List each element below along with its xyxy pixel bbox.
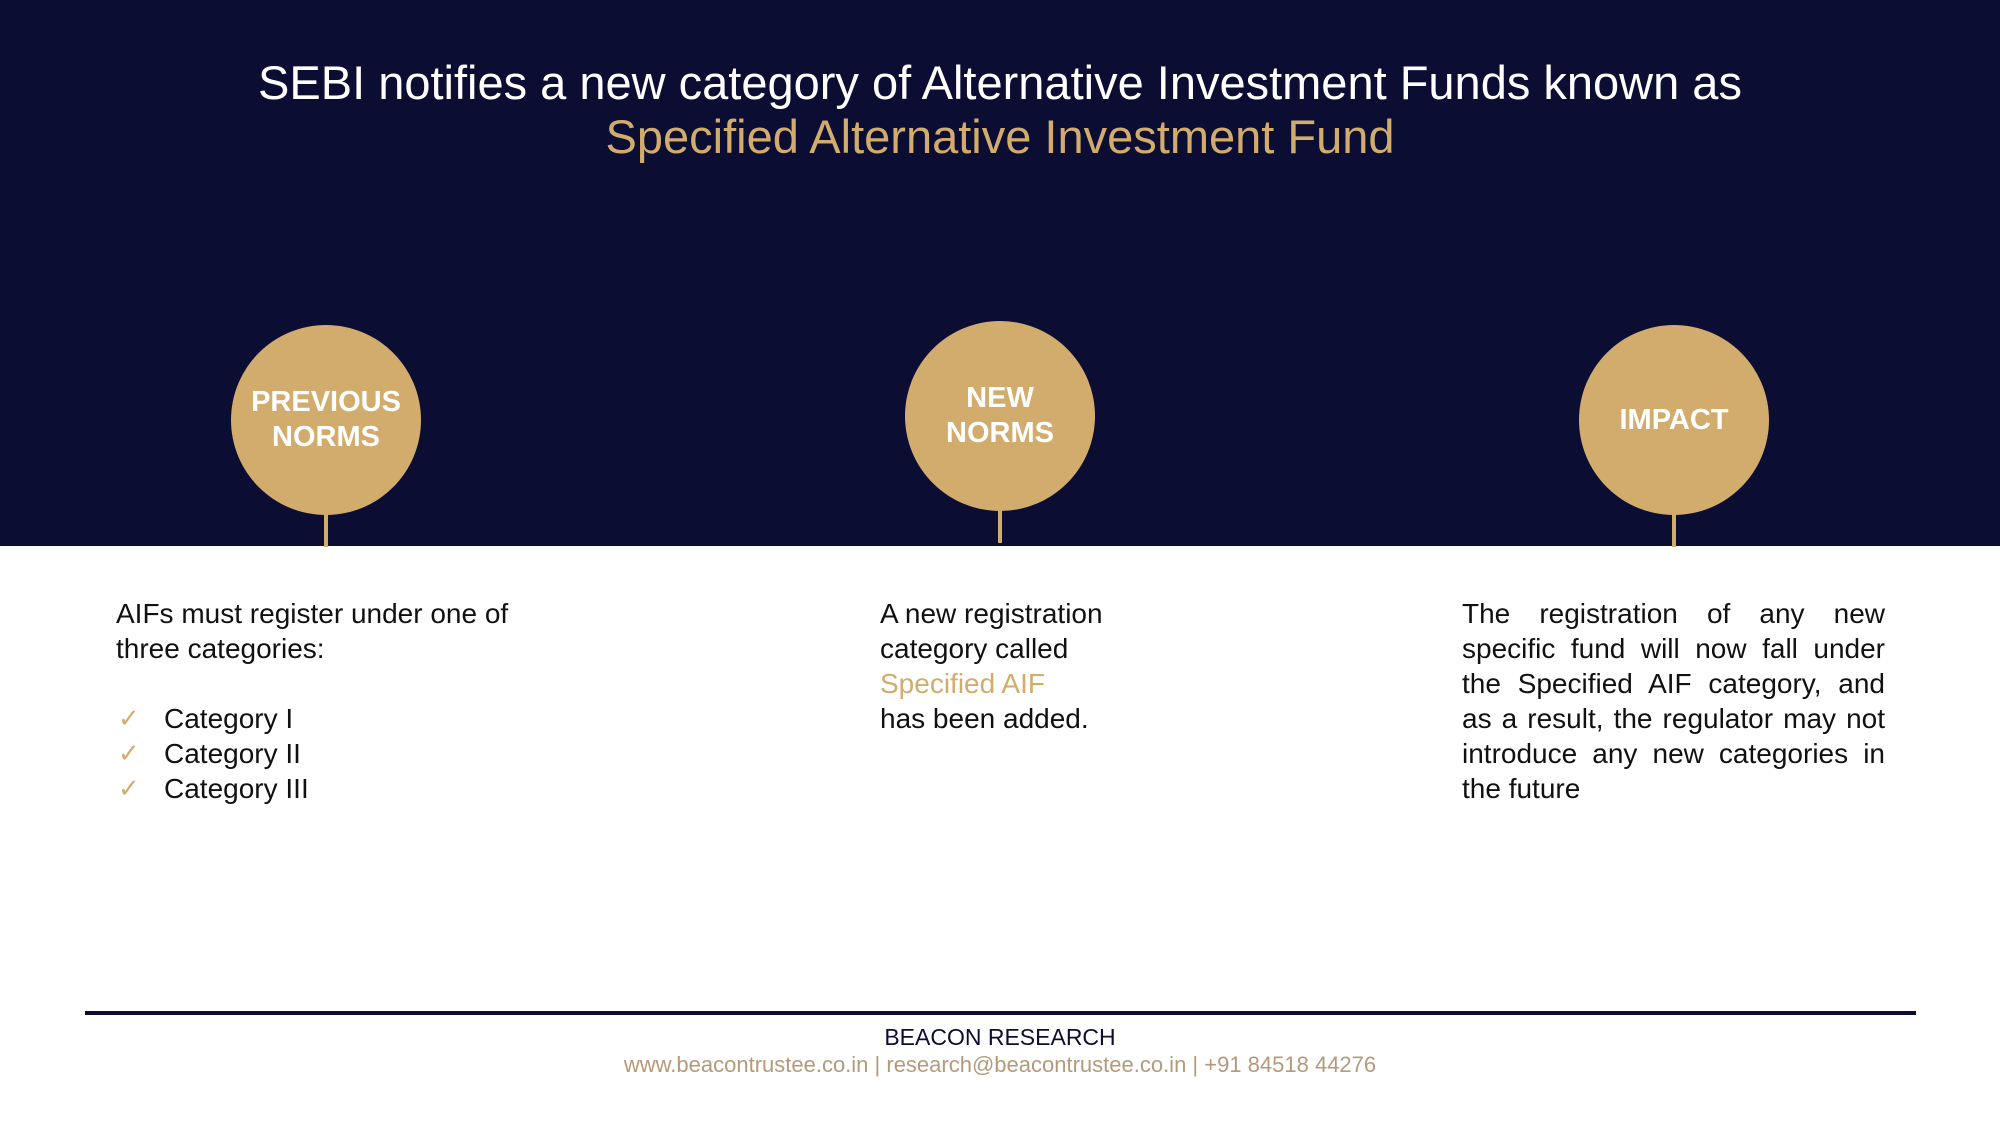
badge-previous-norms [231,325,421,515]
badge-label: IMPACT [1619,403,1729,436]
footer-contact: www.beacontrustee.co.in | research@beacontrustee.co.in | +91 84518 44276 [623,1052,1377,1077]
list-item [116,771,576,806]
checkmark-icon: ✓ [118,703,140,733]
badge-label: NEW [966,382,1034,414]
new-norms-text [880,596,1200,736]
text-line: category called [880,633,1069,664]
checkmark-icon: ✓ [118,738,140,768]
title-line2: Specified Alternative Investment Fund [605,110,1395,163]
highlight-specified-aif: Specified AIF [880,668,1045,699]
intro-line: AIFs must register under one of [116,598,509,629]
page-title [0,56,2000,164]
list-item [116,701,576,736]
list-item-label: Category I [164,703,294,734]
checkmark-icon: ✓ [118,773,140,803]
footer-divider [85,1011,1916,1015]
category-list [116,701,576,806]
previous-norms-text [116,596,576,806]
badge-impact [1579,325,1769,515]
badge-label: NORMS [946,417,1054,449]
connector-stem [1672,515,1676,547]
intro-line: three categories: [116,633,325,664]
footer-brand: BEACON RESEARCH [884,1024,1116,1050]
badge-new-norms [905,321,1095,511]
list-item-label: Category II [164,738,301,769]
text-line: has been added. [880,703,1089,734]
text-line: A new registration [880,598,1103,629]
list-item-label: Category III [164,773,309,804]
connector-stem [324,515,328,547]
badge-label: NORMS [272,421,380,453]
list-item [116,736,576,771]
badge-label: PREVIOUS [251,386,401,418]
impact-text: The registration of any new specific fund will now fall under the Specified AIF category, and as a result, the regulator may not introduce any new categories in the future [1462,598,1885,804]
connector-stem [998,511,1002,543]
title-line1: SEBI notifies a new category of Alternative Investment Funds known as [258,56,1742,109]
